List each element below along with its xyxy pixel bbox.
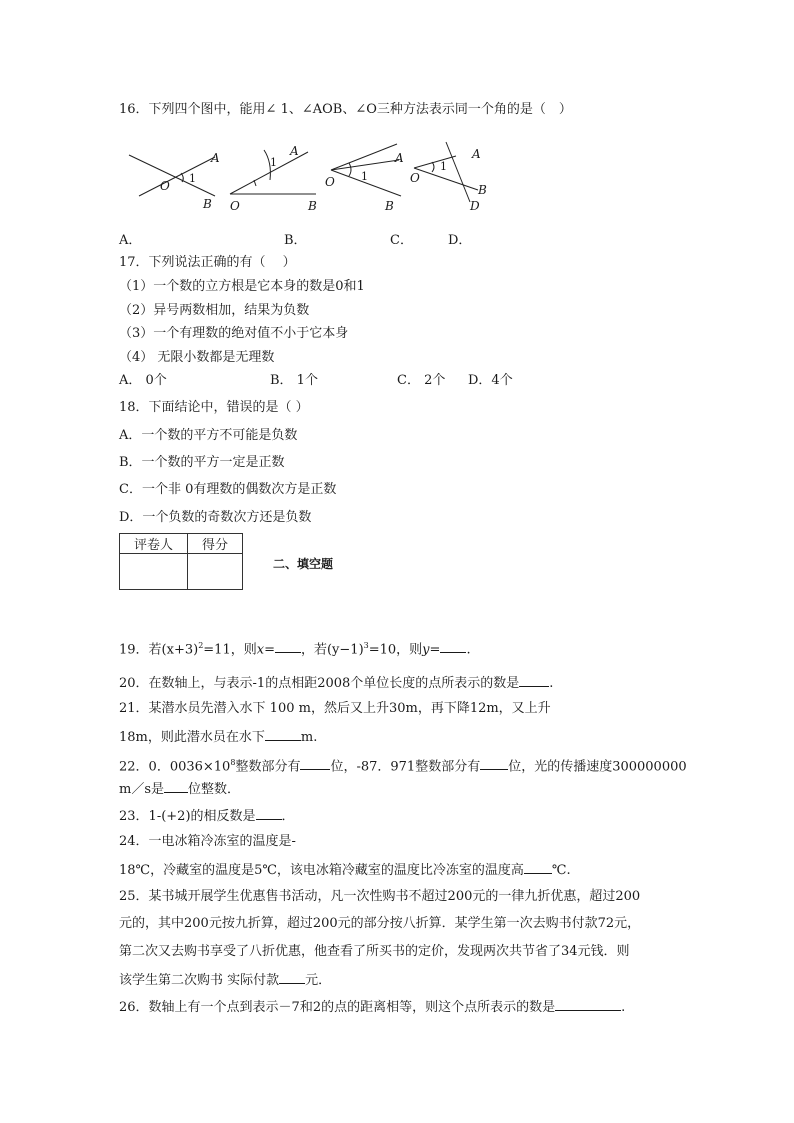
q18-item-c: C．一个非 0有理数的偶数次方是正数 — [119, 482, 337, 497]
label-d: D — [470, 199, 480, 213]
q19: 19．若$(x+3)^2=11$，则x= ，若$(y-1)^3=10$，则y= . — [119, 641, 471, 658]
q16-option-a: A． — [119, 233, 142, 248]
q20: 20．在数轴上，与表示-1的点相距2008个单位长度的点所表示的数是 . — [119, 673, 553, 693]
label-1: 1 — [270, 156, 277, 169]
score-table-score-header: 得分 — [188, 534, 243, 554]
answer-blank — [279, 970, 305, 984]
label-b: B — [308, 199, 317, 213]
q17-item-4: （4） 无限小数都是无理数 — [119, 350, 275, 365]
label-o: O — [410, 171, 420, 185]
q16-figures — [119, 140, 499, 215]
score-table-grader-header: 评卷人 — [120, 534, 188, 554]
q17-stem: 17．下列说法正确的有（ ） — [119, 255, 296, 270]
answer-blank — [265, 727, 301, 741]
q24-line-2: 18℃，冷藏室的温度是5℃，该电冰箱冷藏室的温度比冷冻室的温度高 ℃. — [119, 860, 571, 880]
label-b: B — [203, 197, 212, 211]
score-table-score-cell — [188, 554, 243, 590]
q25-line-2: 元的，其中200元按九折算，超过200元的部分按八折算．某学生第一次去购书付款72元， — [119, 916, 641, 931]
q21-line-1: 21．某潜水员先潜入水下 100 m，然后又上升30m，再下降12m，又上升 — [119, 701, 551, 716]
label-o: O — [160, 179, 170, 193]
q21-line-2: 18m，则此潜水员在水下 m. — [119, 727, 317, 747]
q18-item-d: D．一个负数的奇数次方还是负数 — [119, 510, 312, 525]
q16-option-b: B． — [284, 233, 307, 248]
q16-option-d: D． — [448, 233, 472, 248]
label-1: 1 — [440, 160, 447, 173]
q25-line-3: 第二次又去购书享受了八折优惠，他查看了所买书的定价，发现两次共节省了34元钱．则 — [119, 944, 630, 959]
q18-item-a: A．一个数的平方不可能是负数 — [119, 428, 298, 443]
q17-item-3: （3）一个有理数的绝对值不小于它本身 — [119, 326, 349, 341]
figure-d — [402, 140, 502, 215]
label-1: 1 — [361, 170, 368, 183]
label-b: B — [478, 183, 487, 197]
q17-item-1: （1）一个数的立方根是它本身的数是0和1 — [119, 279, 365, 294]
label-o: O — [230, 199, 240, 213]
answer-blank — [256, 806, 282, 820]
answer-blank — [164, 779, 188, 793]
figure-a — [127, 140, 227, 215]
score-table-grader-cell — [120, 554, 188, 590]
q25-line-4: 该学生第二次购书 实际付款 元． — [119, 970, 331, 990]
q17-option-d: D．4个 — [468, 373, 513, 388]
q17-item-2: （2）异号两数相加，结果为负数 — [119, 303, 310, 318]
q26: 26．数轴上有一个点到表示－7和2的点的距离相等，则这个点所表示的数是 . — [119, 997, 625, 1017]
section-title: 二、填空题 — [273, 557, 334, 571]
label-a: A — [211, 151, 220, 165]
q18-stem: 18．下面结论中，错误的是（ ） — [119, 400, 309, 415]
q25-line-1: 25．某书城开展学生优惠售书活动，凡一次性购书不超过200元的一律九折优惠，超过200 — [119, 889, 641, 904]
q23: 23．1-(+2)的相反数是 ． — [119, 806, 295, 826]
q18-item-b: B．一个数的平方一定是正数 — [119, 455, 285, 470]
figure-b — [224, 140, 324, 215]
q24-line-1: 24．一电冰箱冷冻室的温度是- — [119, 834, 296, 849]
label-o: O — [325, 175, 335, 189]
answer-blank — [275, 639, 301, 653]
q22-line-2: m／s是 位整数． — [119, 779, 240, 799]
answer-blank — [555, 997, 621, 1011]
answer-blank — [440, 639, 466, 653]
label-a: A — [395, 151, 404, 165]
answer-blank — [519, 673, 549, 687]
label-1: 1 — [189, 172, 196, 185]
answer-blank — [300, 756, 330, 770]
answer-blank — [480, 756, 508, 770]
q17-option-c: C． 2个 — [397, 373, 446, 388]
q17-option-a: A． 0个 — [119, 373, 167, 388]
q17-option-b: B． 1个 — [270, 373, 318, 388]
q16-stem: 16．下列四个图中，能用∠ 1、∠AOB、∠O三种方法表示同一个角的是（ ） — [119, 102, 572, 117]
answer-blank — [524, 860, 552, 874]
q22-line-1: 22．0．$0036\times 10^8$整数部分有 位，-87．971整数部分有 位，光的传播速度300000000 — [119, 758, 687, 775]
label-a: A — [290, 144, 299, 158]
q16-option-c: C． — [390, 233, 413, 248]
label-b: B — [385, 199, 394, 213]
score-table — [119, 533, 243, 590]
label-a: A — [472, 147, 481, 161]
